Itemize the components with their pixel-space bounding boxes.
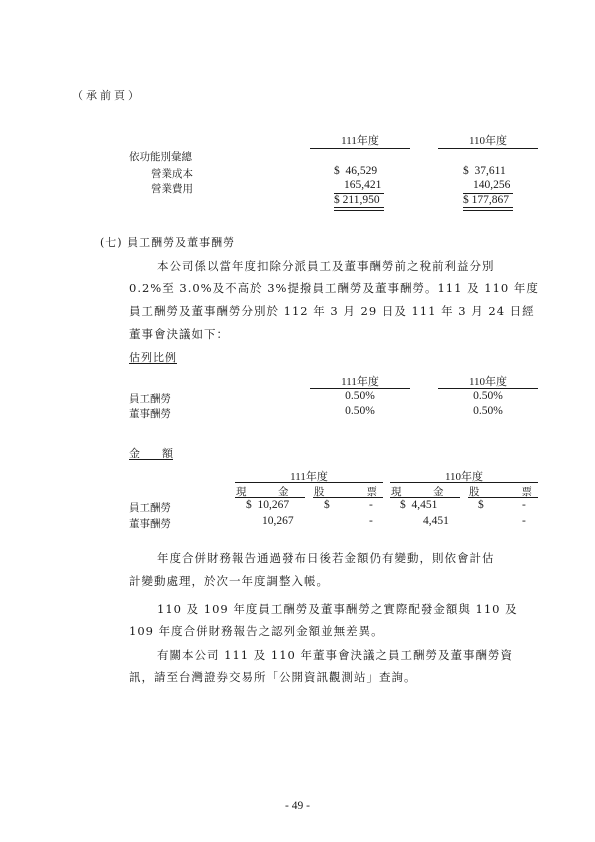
director-stock-110: - — [522, 515, 526, 527]
ratio-header-111: 111年度 — [341, 376, 379, 388]
cost-111: $ 46,529 — [334, 165, 378, 177]
ratio-rule-111 — [310, 388, 410, 389]
row-label-expense: 營業費用 — [151, 183, 193, 195]
closing-para-1-line-1: 年度合併財務報告通過發布日後若金額仍有變動，則依會計估 — [157, 551, 495, 565]
total-double-rule-111 — [334, 207, 384, 211]
amount-title: 金 額 — [129, 447, 173, 460]
director-stock-111: - — [369, 515, 373, 527]
closing-para-3-line-2: 訊，請至台灣證券交易所「公開資訊觀測站」查詢。 — [129, 670, 417, 684]
amount-year-rule-110 — [390, 482, 538, 483]
para-line-2: 0.2%至 3.0%及不高於 3%提撥員工酬勞及董事酬勞。111 及 110 年度 — [129, 281, 539, 295]
col-header-110: 110年度 — [468, 135, 508, 147]
sub-rule-stock-111 — [313, 497, 383, 498]
col-header-111: 111年度 — [341, 135, 379, 147]
closing-para-1-line-2: 計變動處理，於次一年度調整入帳。 — [129, 574, 329, 588]
section-heading: (七) 員工酬勞及董事酬勞 — [100, 236, 236, 249]
employee-stock-sign-111: $ — [324, 499, 330, 511]
total-111: $ 211,950 — [334, 194, 380, 206]
total-110: $ 177,867 — [463, 194, 509, 206]
cost-110: $ 37,611 — [463, 165, 506, 177]
sub-rule-cash-110 — [390, 497, 460, 498]
ratio-employee-110: 0.50% — [473, 390, 503, 402]
group-label: 依功能別彙總 — [129, 151, 192, 163]
closing-para-2-line-1: 110 及 109 年度員工酬勞及董事酬勞之實際配發金額與 110 及 — [157, 602, 518, 616]
page-number: - 49 - — [285, 800, 310, 812]
director-cash-111: 10,267 — [262, 515, 294, 527]
header-rule-111 — [310, 148, 410, 149]
row-label-cost: 營業成本 — [151, 168, 193, 180]
ratio-employee-111: 0.50% — [345, 390, 375, 402]
director-cash-110: 4,451 — [423, 515, 449, 527]
expense-111: 165,421 — [344, 179, 382, 191]
sub-header-cash-111: 現 金 — [236, 486, 289, 498]
employee-cash-110: $ 4,451 — [400, 499, 438, 511]
ratio-label-employee: 員工酬勞 — [129, 393, 171, 405]
para-line-4: 董事會決議如下： — [129, 327, 229, 341]
ratio-header-110: 110年度 — [468, 376, 508, 388]
ratio-label-director: 董事酬勞 — [129, 408, 171, 420]
ratio-rule-110 — [438, 388, 538, 389]
closing-para-2-line-2: 109 年度合併財務報告之認列金額並無差異。 — [129, 624, 384, 638]
sub-rule-stock-110 — [468, 497, 538, 498]
amount-year-111: 111年度 — [290, 471, 328, 483]
employee-stock-111: - — [369, 499, 373, 511]
sub-header-cash-110: 現 金 — [391, 486, 444, 498]
para-line-3: 員工酬勞及董事酬勞分別於 112 年 3 月 29 日及 111 年 3 月 24 日經 — [129, 304, 535, 318]
amount-label-employee: 員工酬勞 — [129, 502, 171, 514]
employee-stock-sign-110: $ — [478, 499, 484, 511]
sub-rule-cash-111 — [235, 497, 305, 498]
total-double-rule-110 — [463, 207, 513, 211]
para-line-1: 本公司係以當年度扣除分派員工及董事酬勞前之稅前利益分別 — [157, 259, 495, 273]
ratio-title: 估列比例 — [129, 351, 177, 364]
expense-110: 140,256 — [473, 179, 511, 191]
sub-header-stock-110: 股 票 — [469, 486, 532, 498]
ratio-director-111: 0.50% — [345, 405, 375, 417]
amount-year-110: 110年度 — [444, 471, 484, 483]
header-rule-110 — [438, 148, 538, 149]
employee-cash-111: $ 10,267 — [246, 499, 290, 511]
employee-stock-110: - — [522, 499, 526, 511]
closing-para-3-line-1: 有關本公司 111 及 110 年董事會決議之員工酬勞及董事酬勞資 — [157, 648, 514, 662]
continued-note: （承前頁） — [72, 89, 142, 102]
sub-header-stock-111: 股 票 — [314, 486, 377, 498]
amount-year-rule-111 — [235, 482, 383, 483]
amount-label-director: 董事酬勞 — [129, 518, 171, 530]
ratio-director-110: 0.50% — [473, 405, 503, 417]
